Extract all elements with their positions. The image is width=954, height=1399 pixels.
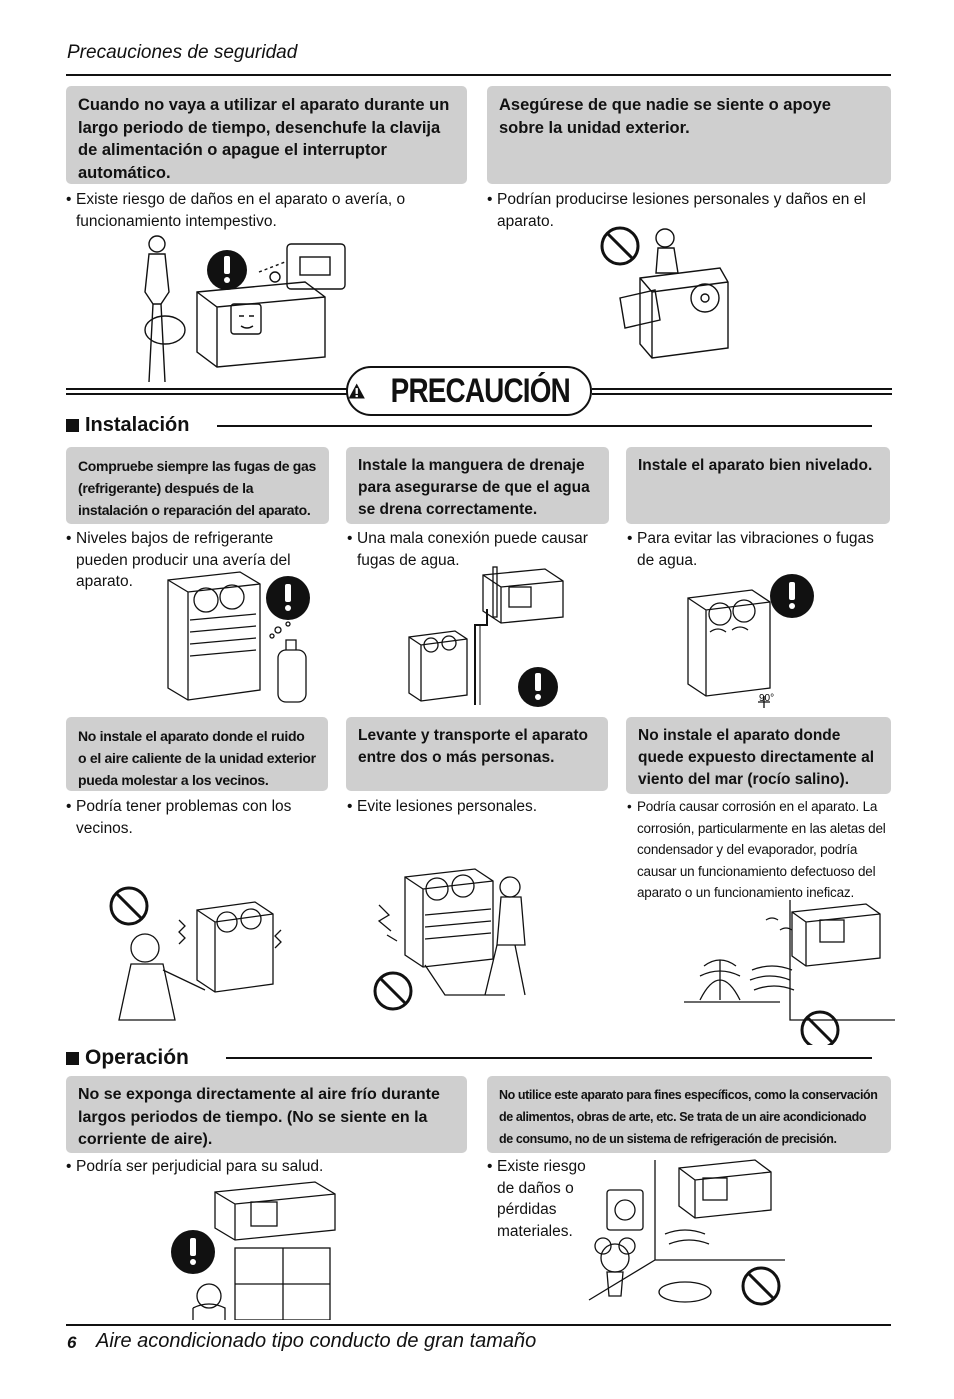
bullet-noise: • Podría tener problemas con los vecinos. [66,798,292,837]
section-rule-installation [217,425,872,427]
footer-rule [66,1324,891,1326]
box-noise: No instale el aparato donde el ruido o el aire caliente de la unidad exterior pueda molestar a los vecinos. [66,717,328,791]
section-title-installation: Instalación [66,414,189,437]
bullet-specific-use: • Existe riesgo de daños o pérdidas materiales. [487,1158,586,1240]
caution-banner [346,366,592,416]
warning-triangle-icon [348,377,365,405]
box-specific-use: No utilice este aparato para fines específicos, como la conservación de alimentos, obras de arte, etc. Se trata de un aire acondicionado de consumo, no de un sistema de refrigeración de precisión. [487,1076,891,1153]
bullet-two-persons: • Evite lesiones personales. [347,798,538,815]
bullet-no-sitting: • Podrían producirse lesiones personales y daños en el aparato. [487,191,866,230]
header-rule [66,74,891,76]
specific-use-illustration [585,1150,785,1310]
section-bullet-icon [66,419,79,432]
banner-rule-left [66,388,348,390]
no-sitting-illustration [600,218,730,363]
gas-leak-illustration [160,570,315,705]
caution-banner-label: PRECAUCIÓN [391,371,571,410]
box-drain-hose: Instale la manguera de drenaje para asegurarse de que el agua se drena correctamente. [346,447,609,524]
box-gas-leak: Compruebe siempre las fugas de gas (refrigerante) después de la instalación o reparación del aparato. [66,447,329,524]
footer-title: Aire acondicionado tipo conducto de gran tamaño [96,1330,537,1352]
section-title-operation: Operación [66,1046,189,1070]
box-cold-air: No se exponga directamente al aire frío durante largos periodos de tiempo. (No se siente en la corriente de aire). [66,1076,467,1153]
page-number: 6 [67,1333,77,1352]
bullet-level: • Para evitar las vibraciones o fugas de agua. [627,530,874,569]
bullet-sea-wind: • Podría causar corrosión en el aparato. La corrosión, particularmente en las aletas del condensador y del evaporador, podría causar un funcionamiento defectuoso del aparato o un funcionamiento ineficaz. [627,799,886,900]
noise-illustration [105,880,290,1025]
section-bullet-icon [66,1052,79,1065]
bullet-unplug: • Existe riesgo de daños en el aparato o avería, o funcionamiento intempestivo. [66,191,406,230]
box-level: Instale el aparato bien nivelado. [626,447,890,524]
box-sea-wind: No instale el aparato donde quede expuesto directamente al viento del mar (rocío salino). [626,717,891,794]
bullet-cold-air: • Podría ser perjudicial para su salud. [66,1158,324,1175]
bullet-drain-hose: • Una mala conexión puede causar fugas de agua. [347,530,588,569]
bullet-gas-leak: • Niveles bajos de refrigerante pueden producir una avería del aparato. [66,530,291,590]
warning-box-unplug: Cuando no vaya a utilizar el aparato durante un largo periodo de tiempo, desenchufe la clavija de alimentación o apague el interruptor automático. [66,86,467,184]
level-illustration [680,570,820,710]
section-rule-operation [226,1057,872,1059]
cold-air-illustration [165,1180,365,1320]
banner-rule-left-2 [66,393,348,395]
sea-wind-illustration [680,900,895,1045]
angle-label: 90° [759,693,775,704]
unplug-illustration [135,232,360,387]
drain-hose-illustration [405,565,570,710]
box-two-persons: Levante y transporte el aparato entre dos o más personas. [346,717,608,791]
banner-rule-right-2 [592,393,892,395]
warning-box-no-sitting: Asegúrese de que nadie se siente o apoye sobre la unidad exterior. [487,86,891,184]
running-header: Precauciones de seguridad [67,42,298,63]
banner-rule-right [592,388,892,390]
carry-illustration [365,865,535,1015]
